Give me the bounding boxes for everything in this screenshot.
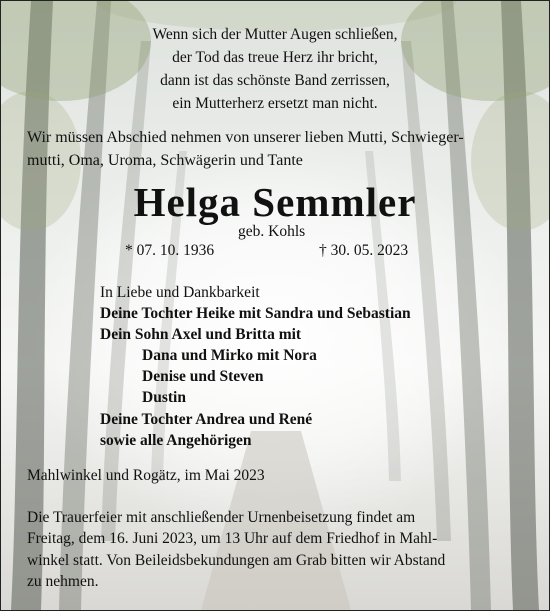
poem-line: ein Mutterherz ersetzt man nicht. (172, 95, 378, 112)
funeral-info (27, 507, 526, 592)
death-date: † 30. 05. 2023 (319, 242, 409, 259)
mourner-line: Dustin (142, 389, 186, 407)
intro-line: Wir müssen Abschied nehmen von unserer lieben Mutti, Schwieger- (27, 129, 464, 146)
funeral-line: Freitag, dem 16. Juni 2023, um 13 Uhr auf dem Friedhof in Mahl- (27, 530, 438, 548)
mourners-list (100, 282, 411, 451)
mourner-line: sowie alle Angehörigen (100, 431, 252, 449)
place-date: Mahlwinkel und Rogätz, im Mai 2023 (27, 467, 265, 484)
poem (1, 23, 549, 115)
mourners-opening: In Liebe und Dankbarkeit (100, 284, 260, 301)
poem-line: der Tod das treue Herz ihr bricht, (172, 49, 378, 66)
poem-line: dann ist das schönste Band zerrissen, (160, 72, 390, 89)
poem-line: Wenn sich der Mutter Augen schließen, (152, 26, 398, 43)
maiden-name: geb. Kohls (238, 223, 306, 240)
mourner-line: Dein Sohn Axel und Britta mit (100, 326, 302, 344)
mourner-line: Dana und Mirko mit Nora (142, 347, 317, 365)
funeral-line: winkel statt. Von Beileidsbekundungen am Grab bitten wir Abstand (27, 551, 446, 569)
deceased-name: Helga Semmler (133, 179, 417, 225)
funeral-line: zu nehmen. (27, 572, 99, 590)
intro-line: mutti, Oma, Uroma, Schwägerin und Tante (27, 152, 303, 169)
birth-date: * 07. 10. 1936 (125, 242, 215, 259)
funeral-line: Die Trauerfeier mit anschließender Urnenbeisetzung findet am (27, 509, 416, 526)
mourner-line: Deine Tochter Andrea und René (100, 410, 313, 428)
mourner-line: Deine Tochter Heike mit Sandra und Sebastian (100, 305, 411, 323)
intro-text (27, 126, 529, 172)
mourner-line: Denise und Steven (142, 368, 264, 386)
